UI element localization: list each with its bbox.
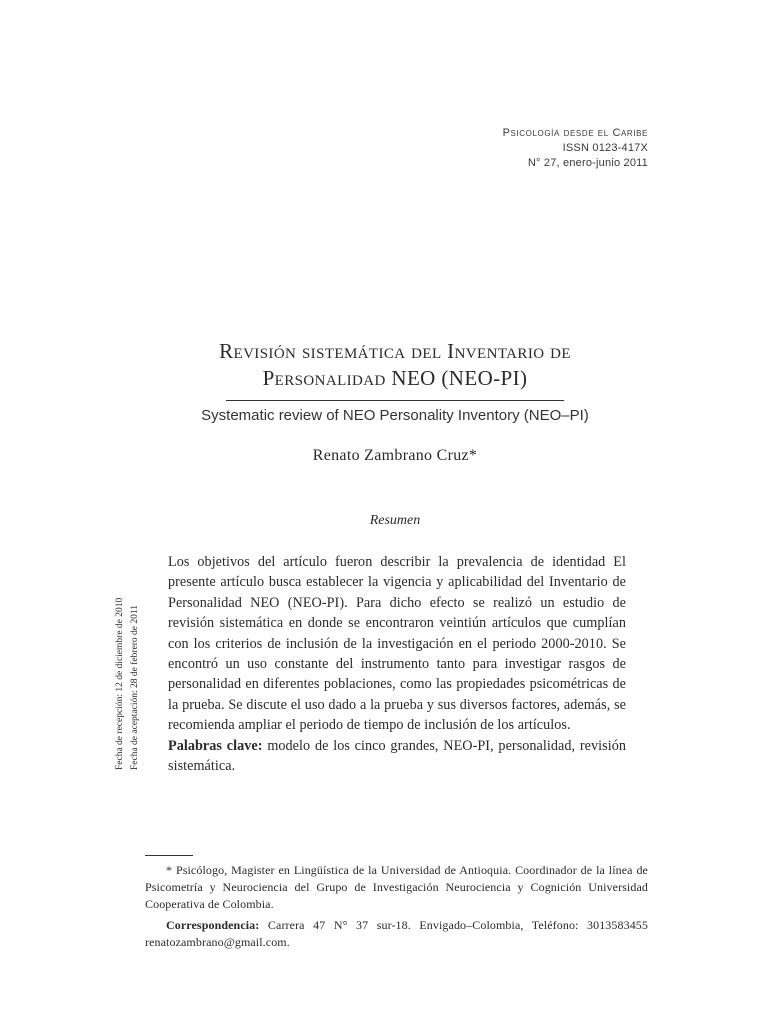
footnote-divider <box>145 855 193 856</box>
keywords <box>168 736 626 777</box>
correspondence-text: Carrera 47 N° 37 sur-18. Envigado–Colombia, Teléfono: 3013583455 renatozambrano@gmail.com. <box>145 918 649 949</box>
journal-name: Psicología desde el Caribe <box>502 127 648 139</box>
author-name: Renato Zambrano Cruz* <box>312 447 478 464</box>
abstract-heading: Resumen <box>369 513 421 528</box>
correspondence-footnote <box>145 917 648 951</box>
footnotes <box>145 862 648 951</box>
author-footnote: * Psicólogo, Magister en Lingüística de la Universidad de Antioquia. Coordinador de la línea de Psicometría y Neurociencia del Grupo de Investigación Neurociencia y Cognición Universidad Cooperativa de Colombia. <box>145 863 648 911</box>
abstract-body: Los objetivos del artículo fueron describir la prevalencia de identidad El presente artículo busca establecer la vigencia y aplicabilidad del Inventario de Personalidad NEO (NEO-PI). Para dicho efecto se realizó un estudio de revisión sistemática en donde se encontraron veintiún artículos que cumplían con los criterios de inclusión de la investigación en el periodo 2000-2010. Se encontró un uso constante del instrumento tanto para investigar rasgos de personalidad en diferentes poblaciones, como las propiedades psicométricas de la prueba. Se discute el uso dado a la prueba y sus diversos factores, además, se recomienda ampliar el periodo de tiempo de inclusión de los artículos. <box>168 554 626 734</box>
correspondence-label: Correspondencia: <box>166 918 260 932</box>
keywords-label: Palabras clave: <box>168 737 263 754</box>
date-accepted: Fecha de aceptación: 28 de febrero de 2011 <box>130 604 140 770</box>
submission-dates <box>113 580 153 770</box>
keywords-text: modelo de los cinco grandes, NEO-PI, personalidad, revisión sistemática. <box>168 737 626 775</box>
article-title <box>150 338 640 392</box>
journal-issn: ISSN 0123-417X <box>562 142 648 154</box>
abstract <box>168 552 626 776</box>
date-received: Fecha de recepción: 12 de diciembre de 2010 <box>115 597 125 770</box>
article-subtitle: Systematic review of NEO Personality Inventory (NEO–PI) <box>201 407 589 424</box>
article-title-line1: Revisión sistemática del Inventario de <box>219 339 571 363</box>
title-block <box>150 338 640 426</box>
article-title-line2: Personalidad NEO (NEO-PI) <box>262 366 528 390</box>
title-divider <box>226 400 564 401</box>
journal-header <box>503 126 648 171</box>
journal-issue: N° 27, enero-junio 2011 <box>527 157 648 169</box>
